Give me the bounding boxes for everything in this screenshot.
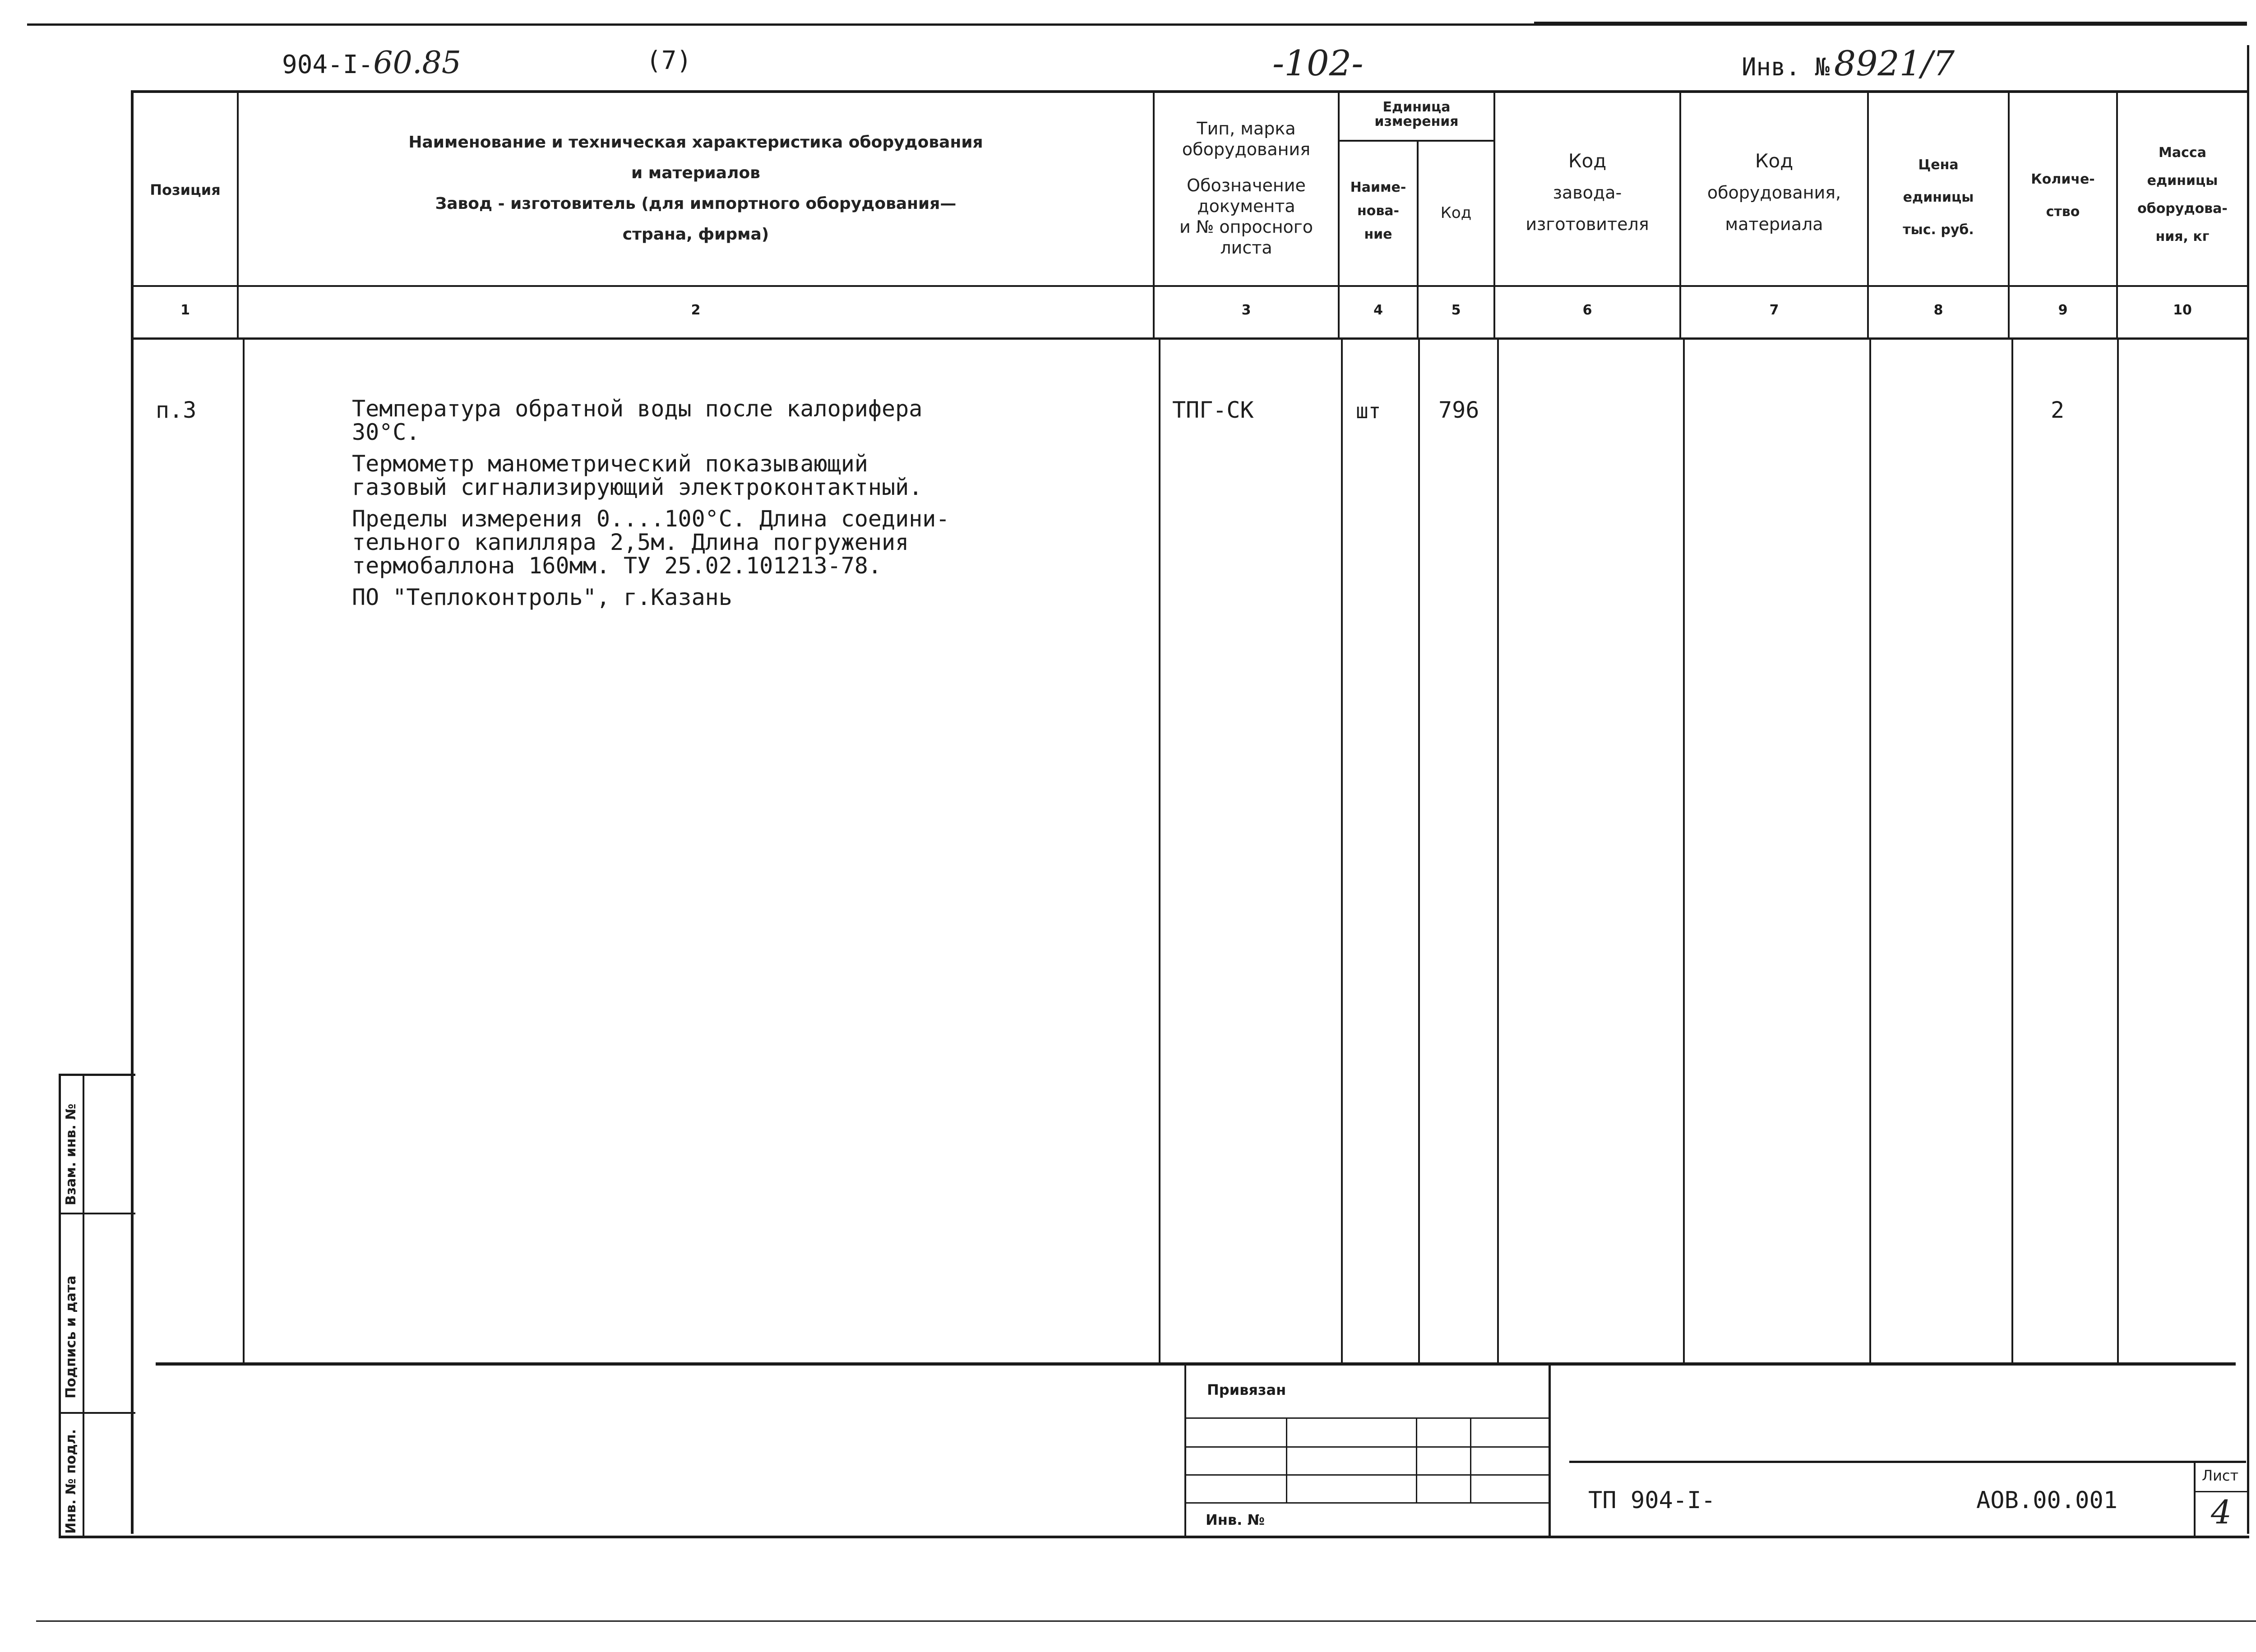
header-mass-line-4: ния, кг bbox=[2155, 229, 2210, 245]
row-position: п.3 bbox=[156, 397, 197, 423]
stamp-cell-line-2 bbox=[1416, 1417, 1417, 1503]
header-name-line-1: Наименование и техническая характеристика оборудования bbox=[408, 133, 983, 152]
row-description-line-4: газовый сигнализирующий электроконтактный. bbox=[352, 474, 923, 500]
column-number-1: 1 bbox=[180, 302, 190, 318]
inventory-value: 8921/7 bbox=[1834, 43, 1955, 83]
row-unit-code: 796 bbox=[1438, 397, 1479, 423]
stamp-line-3 bbox=[1186, 1474, 1549, 1476]
header-name-line-2: и материалов bbox=[631, 164, 760, 182]
column-number-7: 7 bbox=[1769, 302, 1779, 318]
row-quantity: 2 bbox=[2051, 397, 2065, 423]
page-number: -102- bbox=[1272, 43, 1364, 84]
header-equipment-code-line-3: материала bbox=[1725, 214, 1823, 234]
header-quantity-line-1: Количе- bbox=[2031, 171, 2095, 187]
row-description-line-3: Термометр манометрический показывающий bbox=[352, 451, 868, 477]
column-number-2: 2 bbox=[691, 302, 701, 318]
sheet-label: Лист bbox=[2202, 1467, 2239, 1484]
stamp-line-1 bbox=[1186, 1417, 1549, 1419]
page-trim-line bbox=[36, 1620, 2256, 1622]
column-number-3: 3 bbox=[1241, 302, 1251, 318]
stamp-top-rule bbox=[156, 1363, 2236, 1366]
sheet-box-divider bbox=[2196, 1491, 2247, 1492]
sheet-box-left bbox=[2194, 1461, 2196, 1537]
header-price bbox=[1869, 149, 2008, 246]
stamp-inventory-label: Инв. № bbox=[1206, 1511, 1265, 1528]
header-mass-line-1: Масса bbox=[2159, 145, 2206, 161]
header-unit bbox=[1340, 100, 1493, 129]
header-equipment-code-line-2: оборудования, bbox=[1707, 183, 1841, 203]
header-price-line-2: единицы bbox=[1903, 189, 1974, 205]
side-stamp-replace-inventory: Взам. инв. № bbox=[63, 1103, 79, 1205]
project-number-printed: 904-I- bbox=[282, 50, 374, 79]
header-unit-name-line-1: Наиме- bbox=[1350, 180, 1406, 195]
stamp-cell-line-1 bbox=[1286, 1417, 1287, 1503]
header-mass-line-3: оборудова- bbox=[2137, 201, 2228, 217]
column-number-6: 6 bbox=[1582, 302, 1592, 318]
header-plant-code-line-2: завода- bbox=[1553, 183, 1622, 203]
body-line-6 bbox=[1683, 340, 1685, 1364]
header-name bbox=[239, 127, 1153, 250]
header-unit-name bbox=[1340, 176, 1417, 246]
column-number-4: 4 bbox=[1373, 302, 1383, 318]
project-number bbox=[282, 45, 461, 81]
row-description bbox=[352, 397, 950, 609]
header-unit-code: Код bbox=[1440, 204, 1472, 222]
body-line-4 bbox=[1418, 340, 1420, 1364]
frame-bottom bbox=[59, 1536, 2249, 1538]
header-mass bbox=[2118, 139, 2247, 251]
header-type-line-2: оборудования bbox=[1182, 139, 1311, 159]
body-line-9 bbox=[2117, 340, 2119, 1364]
row-unit-name: шт bbox=[1356, 399, 1381, 423]
header-equipment-code-line-1: Код bbox=[1755, 150, 1794, 172]
header-plant-code bbox=[1495, 145, 1679, 240]
header-position: Позиция bbox=[150, 181, 221, 198]
body-line-7 bbox=[1869, 340, 1871, 1364]
top-rule-right bbox=[1534, 22, 2247, 23]
header-mass-line-2: единицы bbox=[2147, 173, 2218, 189]
header-name-line-3: Завод - изготовитель (для импортного оборудования— bbox=[435, 194, 957, 213]
header-quantity bbox=[2010, 163, 2116, 228]
header-unit-name-line-3: ние bbox=[1364, 226, 1392, 242]
stamp-middle-line bbox=[1549, 1363, 1551, 1537]
row-description-line-8: ПО "Теплоконтроль", г.Казань bbox=[352, 584, 732, 610]
side-stamp-outer-line bbox=[59, 1074, 61, 1538]
body-line-8 bbox=[2011, 340, 2013, 1364]
top-rule bbox=[27, 23, 2247, 26]
row-description-line-6: тельного капилляра 2,5м. Длина погружения bbox=[352, 529, 909, 555]
header-equipment-code bbox=[1681, 145, 1867, 240]
body-line-1 bbox=[243, 340, 245, 1364]
stamp-cell-line-3 bbox=[1470, 1417, 1471, 1503]
sheet-number: 4 bbox=[2211, 1493, 2232, 1531]
document-designation-right: АОВ.00.001 bbox=[1976, 1487, 2118, 1514]
header-unit-line-2: измерения bbox=[1374, 114, 1459, 129]
header-type-line-5: и № опросного bbox=[1179, 217, 1313, 237]
header-plant-code-line-1: Код bbox=[1568, 150, 1607, 172]
header-type bbox=[1155, 118, 1338, 258]
stamp-left-line bbox=[1184, 1363, 1186, 1537]
project-number-hand: 60.85 bbox=[373, 45, 461, 81]
stamp-line-2 bbox=[1186, 1446, 1549, 1448]
header-type-line-6: листа bbox=[1220, 238, 1272, 258]
column-number-9: 9 bbox=[2058, 302, 2068, 318]
frame-top bbox=[131, 90, 2249, 93]
header-bottom-rule bbox=[134, 285, 2247, 287]
header-price-line-1: Цена bbox=[1918, 157, 1959, 173]
body-line-5 bbox=[1497, 340, 1499, 1364]
header-type-line-1: Тип, марка bbox=[1197, 119, 1296, 138]
side-stamp-original-inventory: Инв. № подл. bbox=[63, 1429, 79, 1534]
inventory-number bbox=[1742, 43, 1955, 83]
side-stamp-top bbox=[59, 1074, 135, 1076]
row-description-line-7: термобаллона 160мм. ТУ 25.02.101213-78. bbox=[352, 553, 882, 579]
column-number-10: 10 bbox=[2173, 302, 2192, 318]
colnum-bottom-rule bbox=[134, 337, 2247, 340]
row-description-line-5: Пределы измерения 0....100°С. Длина соедини- bbox=[352, 506, 950, 532]
header-unit-line-1: Единица bbox=[1382, 99, 1451, 115]
designation-top-rule bbox=[1569, 1461, 2246, 1463]
header-unit-name-line-2: нова- bbox=[1357, 203, 1400, 219]
column-number-8: 8 bbox=[1933, 302, 1943, 318]
column-number-5: 5 bbox=[1451, 302, 1461, 318]
side-stamp-divider-1 bbox=[59, 1213, 135, 1214]
row-description-line-2: 30°С. bbox=[352, 419, 420, 445]
body-line-3 bbox=[1341, 340, 1343, 1364]
side-stamp-signature-date: Подпись и дата bbox=[63, 1275, 79, 1398]
row-description-line-1: Температура обратной воды после калорифера bbox=[352, 396, 923, 422]
document-designation-left: ТП 904-I- bbox=[1588, 1487, 1715, 1514]
unit-divider bbox=[1339, 140, 1495, 142]
album-number: (7) bbox=[646, 46, 692, 75]
row-type: ТПГ-СК bbox=[1172, 397, 1254, 423]
inventory-label: Инв. № bbox=[1742, 53, 1830, 81]
header-price-line-3: тыс. руб. bbox=[1903, 222, 1974, 238]
header-type-line-3: Обозначение bbox=[1187, 175, 1306, 195]
header-name-line-4: страна, фирма) bbox=[622, 225, 769, 244]
header-plant-code-line-3: изготовителя bbox=[1526, 214, 1649, 234]
stamp-line-4 bbox=[1186, 1502, 1549, 1504]
side-stamp-inner-line bbox=[83, 1074, 84, 1538]
side-stamp-divider-2 bbox=[59, 1412, 135, 1414]
stamp-attached-label: Привязан bbox=[1207, 1381, 1286, 1398]
frame-right bbox=[2247, 45, 2249, 1534]
header-quantity-line-2: ство bbox=[2046, 204, 2080, 220]
header-type-line-4: документа bbox=[1197, 196, 1295, 216]
body-line-2 bbox=[1159, 340, 1160, 1364]
